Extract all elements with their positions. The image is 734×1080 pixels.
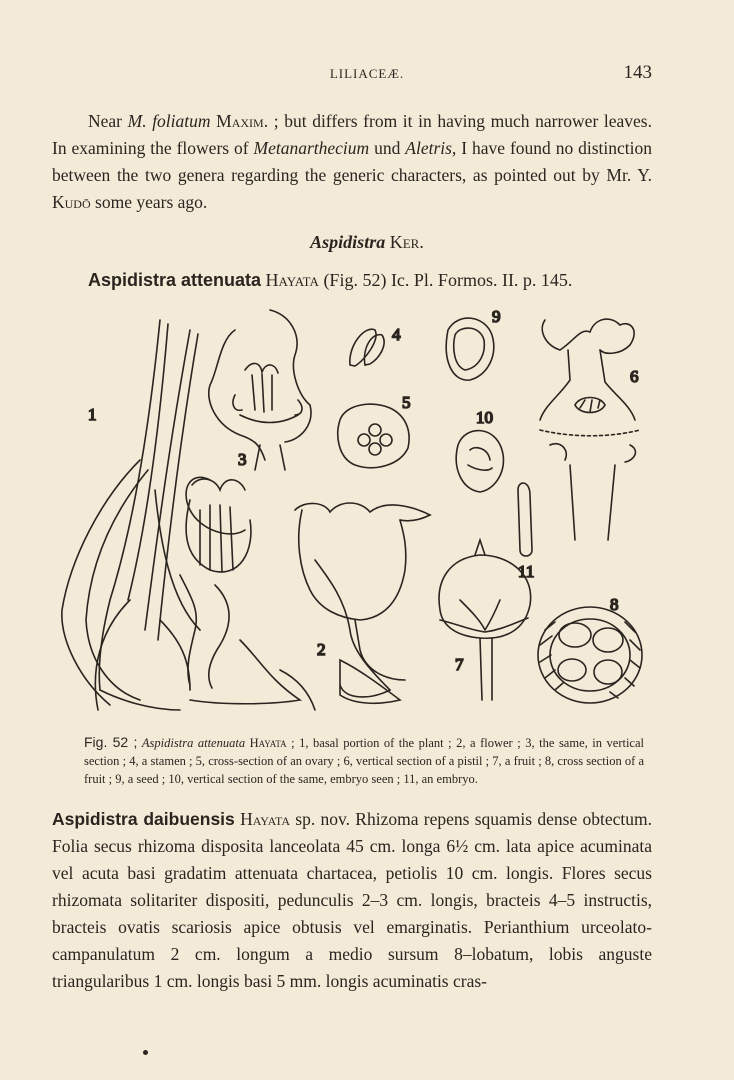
figure-label-2: 2	[317, 640, 326, 659]
species-description: Aspidistra daibuensis Hayata sp. nov. Rhizoma repens squamis dense obtectum. Folia secus rhizoma disposita lanceolata 45 cm. longa 6½ cm. lata apice acuminata vel acuta basi gradatim attenuata chartacea, petiolis 10 cm. longis. Flores secus rhizomata solitariter dispositi, pedunculis 2–3 cm. longis, bracteis 4–5 instructis, bracteis ovatis scariosis apice obtusis vel emarginatis. Perianthium urceolato-campanulatum 2 cm. longum a medio sursum 8–lobatum, lobis anguste triangularibus 1 cm. longis basi 5 mm. longis acuminatis cras-	[52, 809, 653, 991]
genus-heading: Aspidistra Ker.	[310, 232, 424, 252]
figure-label-6: 6	[630, 367, 639, 386]
figure-6-pistil-section	[540, 319, 640, 540]
figure-label-5: 5	[402, 393, 411, 412]
figure-7-fruit	[439, 540, 531, 700]
figure-5-ovary-section	[338, 404, 409, 467]
figure-4-stamen	[350, 329, 384, 366]
botanical-figure	[40, 300, 700, 730]
figure-11-embryo	[518, 483, 532, 556]
intro-paragraph: Near M. foliatum Maxim. ; but differs from it in having much narrower leaves. In examining the flowers of Metanarthecium und Aletris, I have found no distinction between the two genera regarding the generic characters, as pointed out by Mr. Y. Kudō some years ago.	[52, 111, 652, 212]
figure-label-1: 1	[88, 405, 97, 424]
figure-label-11: 11	[518, 562, 535, 581]
figure-3-flower-section	[209, 310, 311, 470]
figure-1-plant	[62, 320, 315, 710]
figure-caption: Fig. 52 ; Aspidistra attenuata Hayata ; 1, basal portion of the plant ; 2, a flower ; 3, the same, in vertical section ; 4, a stamen ; 5, cross-section of an ovary ; 6, vertical section of a pistil ; 7, a fruit ; 8, cross section of a fruit ; 9, a seed ; 10, vertical section of the same, embryo seen ; 11, an embryo.	[84, 734, 645, 786]
figure-label-3: 3	[238, 450, 247, 469]
species-heading: Aspidistra attenuata Hayata (Fig. 52) Ic. Pl. Formos. II. p. 145.	[88, 270, 573, 290]
figure-label-10: 10	[476, 408, 493, 427]
figure-8-fruit-section	[538, 607, 642, 703]
figure-label-7: 7	[455, 655, 464, 674]
figure-label-4: 4	[392, 325, 401, 344]
figure-label-9: 9	[492, 307, 501, 326]
figure-10-seed-section	[456, 431, 503, 492]
figure-9-seed	[446, 318, 493, 380]
running-title: LILIACEÆ.	[329, 66, 405, 81]
figure-label-8: 8	[610, 595, 619, 614]
figure-2-flower	[295, 503, 430, 703]
page-number: 143	[623, 62, 652, 83]
page-mark	[143, 1050, 148, 1055]
